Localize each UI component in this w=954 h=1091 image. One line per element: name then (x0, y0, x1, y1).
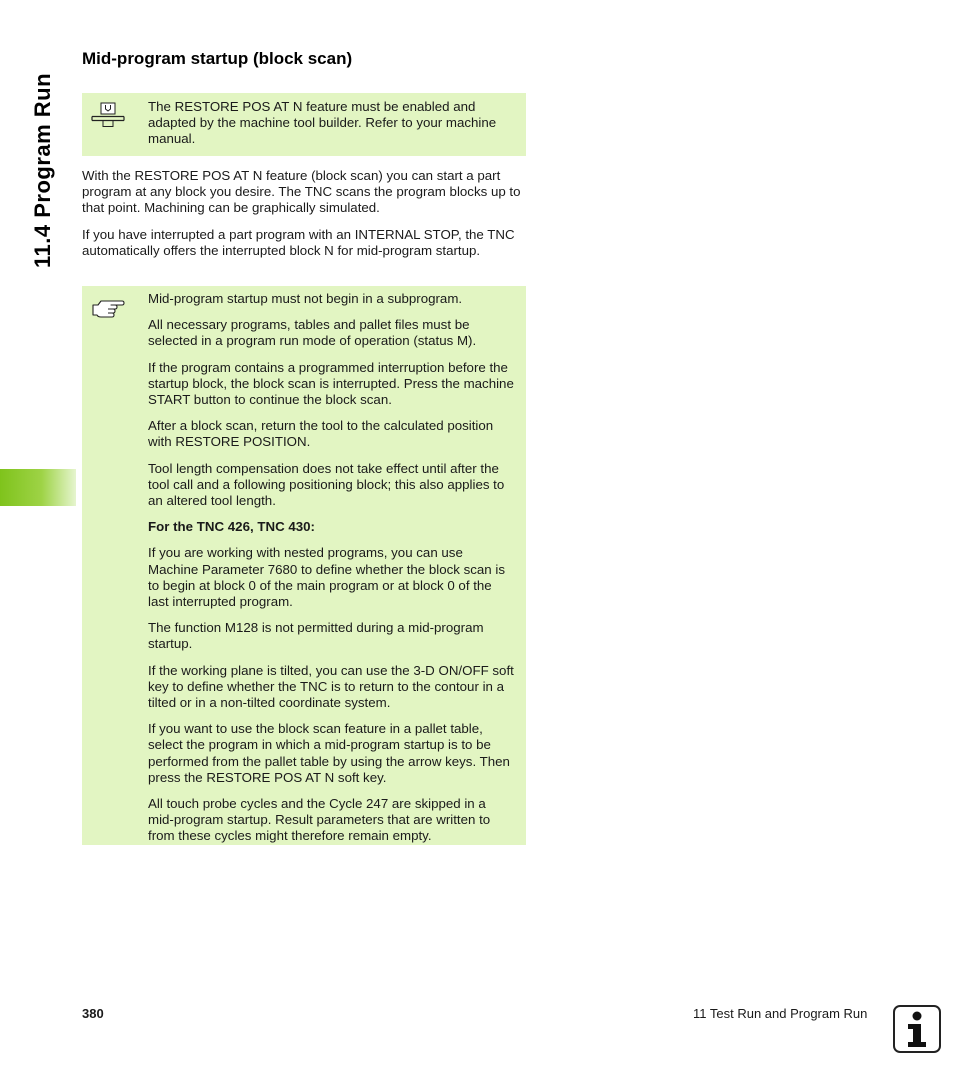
page-number: 380 (82, 1006, 104, 1021)
section-color-tab (0, 469, 76, 506)
chapter-title: 11 Test Run and Program Run (693, 1006, 868, 1021)
hint-paragraph: If the program contains a programmed interruption before the startup block, the block scan is interrupted. Press the machine START button to continue the block scan. (148, 359, 514, 408)
hint-paragraph: If you want to use the block scan feature in a pallet table, select the program in which a mid-program startup is to be performed from the pallet table by using the arrow keys. Then press the RESTORE POS AT N soft key. (148, 721, 510, 785)
info-icon[interactable] (893, 1005, 941, 1053)
page-heading: Mid-program startup (block scan) (82, 49, 353, 68)
pointing-hand-icon (91, 296, 127, 324)
hint-paragraph: If you are working with nested programs, you can use Machine Parameter 7680 to define whether the block scan is to begin at block 0 of the main program or at block 0 of the last interrupted program. (148, 545, 506, 610)
intro-paragraph: With the RESTORE POS AT N feature (block scan) you can start a part program at any block you desire. The TNC scans the program blocks up to that point. Machining can be graphically simulated. (82, 168, 521, 216)
hint-paragraph: Tool length compensation does not take effect until after the tool call and a following positioning block; this also applies to an altered tool length. (148, 460, 505, 509)
hint-paragraph: After a block scan, return the tool to the calculated position with RESTORE POSITION. (148, 418, 494, 450)
machine-tool-icon (91, 101, 127, 133)
hint-paragraph: The function M128 is not permitted during a mid-program startup. (148, 620, 484, 652)
machine-note (82, 93, 526, 156)
hint-paragraph: Mid-program startup must not begin in a subprogram. (148, 291, 463, 306)
intro-paragraph: If you have interrupted a part program with an INTERNAL STOP, the TNC automatically offers the interrupted block N for mid-program startup. (82, 227, 515, 259)
hint-paragraph: All touch probe cycles and the Cycle 247 are skipped in a mid-program startup. Result parameters that are written to from these cycles might therefore remain empty. (148, 796, 491, 844)
hint-paragraph: All necessary programs, tables and pallet files must be selected in a program run mode of operation (status M). (148, 317, 477, 349)
hint-paragraph: If the working plane is tilted, you can use the 3-D ON/OFF soft key to define whether the TNC is to return to the contour in a tilted or in a non-tilted coordinate system. (148, 662, 514, 711)
machine-note-text: The RESTORE POS AT N feature must be enabled and adapted by the machine tool builder. Refer to your machine manual. (148, 99, 497, 147)
hint-subheading: For the TNC 426, TNC 430: (148, 519, 315, 535)
section-side-title: 11.4 Program Run (30, 72, 55, 268)
hint-note (82, 286, 526, 845)
